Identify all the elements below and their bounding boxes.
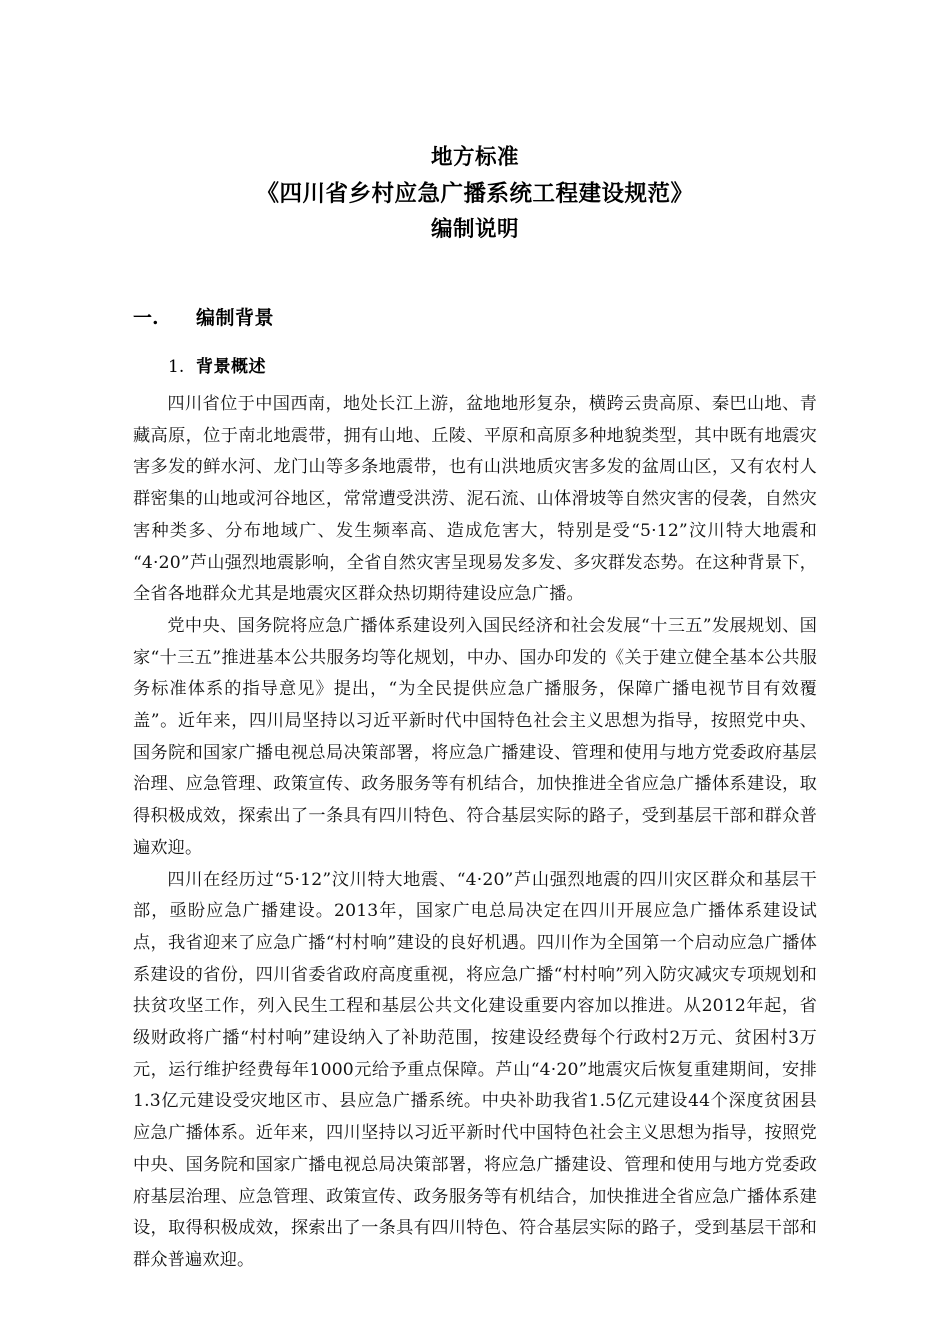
subsection-heading-1-1-number: 1. bbox=[168, 357, 185, 377]
subsection-heading-1-1 bbox=[0, 333, 950, 381]
document-body bbox=[0, 381, 950, 1277]
section-heading-1 bbox=[0, 248, 950, 333]
title-line-standard-name: 《四川省乡村应急广播系统工程建设规范》 bbox=[256, 181, 694, 207]
document-title-block bbox=[0, 0, 950, 248]
section-heading-1-label: 编制背景 bbox=[196, 307, 275, 329]
paragraph: 党中央、国务院将应急广播体系建设列入国民经济和社会发展“十三五”发展规划、国家“十三五”推进基本公共服务均等化规划，中办、国办印发的《关于建立健全基本公共服务标准体系的指导意见》提出，“为全民提供应急广播服务，保障广播电视节目有效覆盖”。近年来，四川局坚持以习近平新时代中国特色社会主义思想为指导，按照党中央、国务院和国家广播电视总局决策部署，将应急广播建设、管理和使用与地方党委政府基层治理、应急管理、政策宣传、政务服务等有机结合，加快推进全省应急广播体系建设，取得积极成效，探索出了一条具有四川特色、符合基层实际的路子，受到基层干部和群众普遍欢迎。 bbox=[133, 615, 817, 858]
title-line-standard-type: 地方标准 bbox=[430, 145, 519, 170]
title-line-document-kind: 编制说明 bbox=[430, 217, 519, 242]
subsection-heading-1-1-label: 背景概述 bbox=[196, 357, 266, 377]
paragraph: 四川省位于中国西南，地处长江上游，盆地地形复杂，横跨云贵高原、秦巴山地、青藏高原，位于南北地震带，拥有山地、丘陵、平原和高原多种地貌类型，其中既有地震灾害多发的鲜水河、龙门山等多条地震带，也有山洪地质灾害多发的盆周山区，又有农村人群密集的山地或河谷地区，常常遭受洪涝、泥石流、山体滑坡等自然灾害的侵袭，自然灾害种类多、分布地域广、发生频率高、造成危害大，特别是受“5·12”汶川特大地震和“4·20”芦山强烈地震影响，全省自然灾害呈现易发多发、多灾群发态势。在这种背景下，全省各地群众尤其是地震灾区群众热切期待建设应急广播。 bbox=[133, 394, 817, 605]
section-heading-1-number: 一. bbox=[133, 307, 159, 329]
paragraph: 四川在经历过“5·12”汶川特大地震、“4·20”芦山强烈地震的四川灾区群众和基层干部，亟盼应急广播建设。2013年，国家广电总局决定在四川开展应急广播体系建设试点，我省迎来了应急广播“村村响”建设的良好机遇。四川作为全国第一个启动应急广播体系建设的省份，四川省委省政府高度重视，将应急广播“村村响”列入防灾减灾专项规划和扶贫攻坚工作，列入民生工程和基层公共文化建设重要内容加以推进。从2012年起，省级财政将广播“村村响”建设纳入了补助范围，按建设经费每个行政村2万元、贫困村3万元，运行维护经费每年1000元给予重点保障。芦山“4·20”地震灾后恢复重建期间，安排1.3亿元建设受灾地区市、县应急广播系统。中央补助我省1.5亿元建设44个深度贫困县应急广播体系。近年来，四川坚持以习近平新时代中国特色社会主义思想为指导，按照党中央、国务院和国家广播电视总局决策部署，将应急广播建设、管理和使用与地方党委政府基层治理、应急管理、政策宣传、政务服务等有机结合，加快推进全省应急广播体系建设，取得积极成效，探索出了一条具有四川特色、符合基层实际的路子，受到基层干部和群众普遍欢迎。 bbox=[133, 869, 817, 1270]
